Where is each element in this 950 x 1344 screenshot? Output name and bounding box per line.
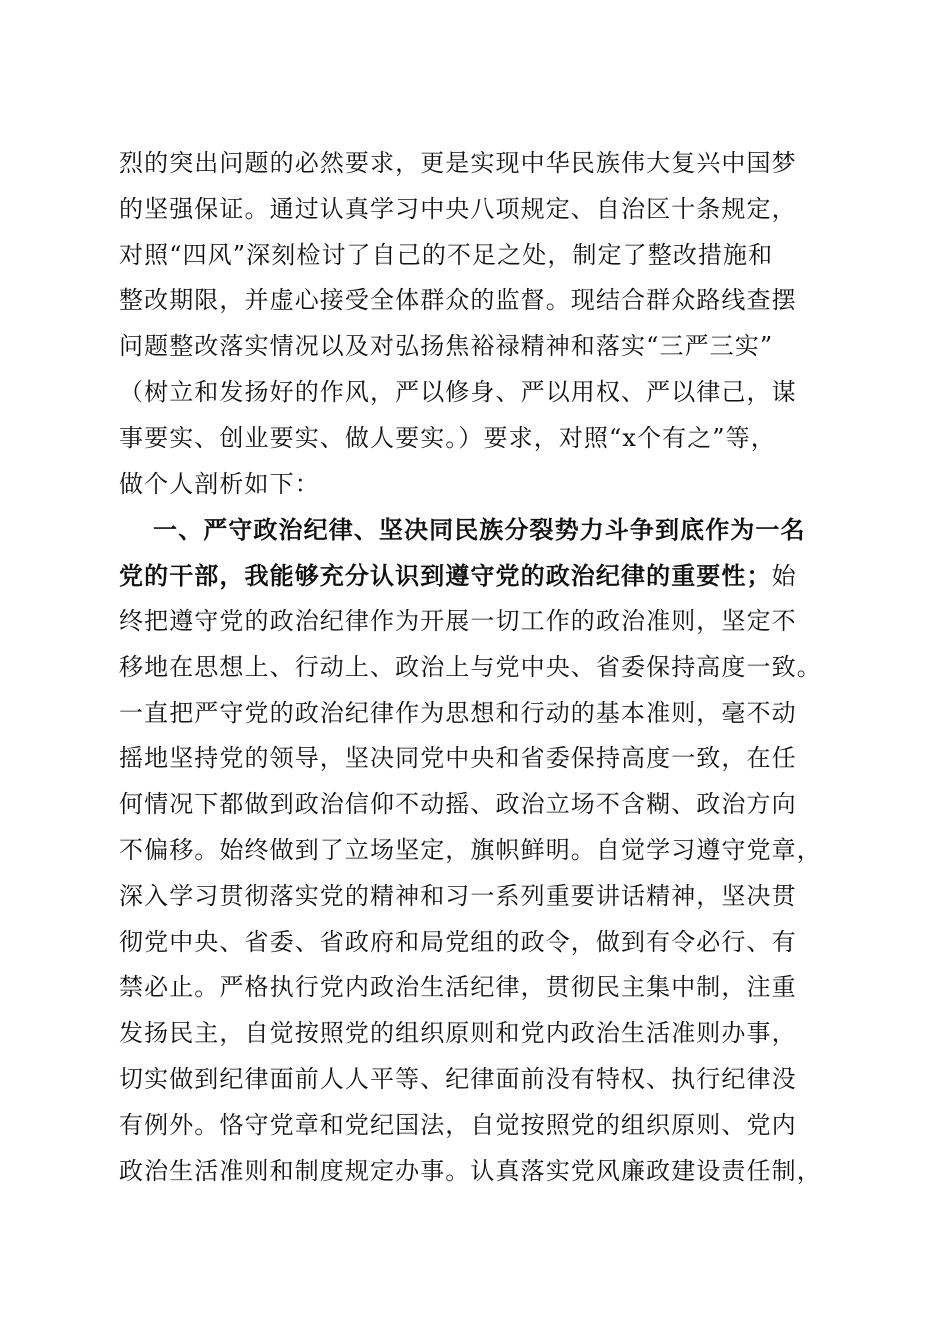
section-heading-bold-run: 党的干部，我能够充分认识到遵守党的政治纪律的重要性； [119,561,772,591]
body-line: 整改期限，并虚心接受全体群众的监督。现结合群众路线查摆 [119,286,797,315]
section-line: 发扬民主，自觉按照党的组织原则和党内政治生活准则办事， [119,1019,797,1048]
body-line: （树立和发扬好的作风，严以修身、严以用权、严以律己，谋 [119,377,797,406]
section-line: 有例外。恪守党章和党纪国法，自觉按照党的组织原则、党内 [119,1110,797,1139]
section-line: 终把遵守党的政治纪律作为开展一切工作的政治准则，坚定不 [119,606,797,635]
body-line: 烈的突出问题的必然要求，更是实现中华民族伟大复兴中国梦 [119,149,797,177]
section-line: 摇地坚持党的领导，坚决同党中央和省委保持高度一致，在任 [119,744,797,773]
body-line: 事要实、创业要实、做人要实。）要求，对照“x个有之”等， [119,423,776,452]
body-line: 对照“四风”深刻检讨了自己的不足之处，制定了整改措施和 [119,240,774,269]
section-line: 不偏移。始终做到了立场坚定，旗帜鲜明。自觉学习遵守党章， [119,835,822,864]
section-heading-line-2 [119,553,831,599]
section-heading-line-1: 一、严守政治纪律、坚决同民族分裂势力斗争到底作为一名 [153,515,806,545]
section-line: 一直把严守党的政治纪律作为思想和行动的基本准则，毫不动 [119,698,797,727]
section-line: 政治生活准则和制度规定办事。认真落实党风廉政建设责任制， [119,1156,822,1185]
document-body [119,141,831,1194]
body-line: 的坚强保证。通过认真学习中央八项规定、自治区十条规定， [119,194,797,223]
body-line: 做个人剖析如下： [119,469,320,498]
section-line: 禁必止。严格执行党内政治生活纪律，贯彻民主集中制，注重 [119,973,797,1002]
section-line: 移地在思想上、行动上、政治上与党中央、省委保持高度一致。 [119,652,822,681]
section-line: 深入学习贯彻落实党的精神和习一系列重要讲话精神，坚决贯 [119,881,797,910]
body-line: 问题整改落实情况以及对弘扬焦裕禄精神和落实“三严三实” [119,332,774,361]
section-line: 彻党中央、省委、省政府和局党组的政令，做到有令必行、有 [119,927,797,956]
section-line: 何情况下都做到政治信仰不动摇、政治立场不含糊、政治方向 [119,790,797,819]
section-heading-normal-run: 始 [771,562,797,591]
section-line: 切实做到纪律面前人人平等、纪律面前没有特权、执行纪律没 [119,1064,797,1093]
